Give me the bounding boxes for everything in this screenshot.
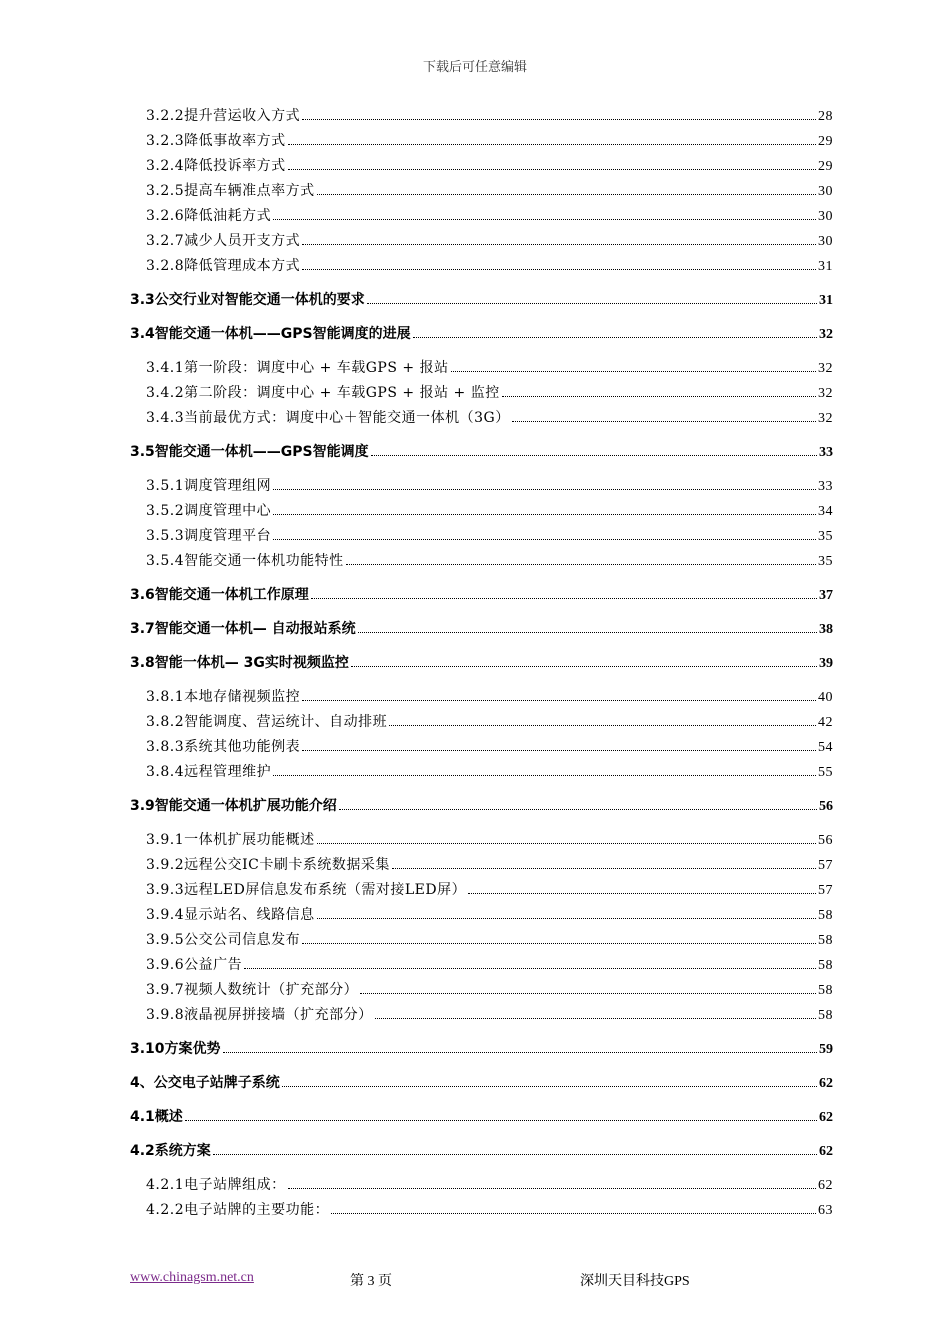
- toc-dot-leader: [317, 918, 816, 919]
- toc-section-entry[interactable]: [130, 1135, 833, 1160]
- toc-dot-leader: [468, 893, 816, 894]
- toc-subsection-entry[interactable]: [130, 1194, 833, 1219]
- toc-subsection-entry[interactable]: [130, 175, 833, 200]
- toc-subsection-entry[interactable]: [130, 706, 833, 731]
- toc-entry-page: 37: [819, 588, 833, 603]
- toc-entry-page: 40: [818, 690, 833, 705]
- toc-entry-title: 3.9.5公交公司信息发布: [146, 932, 301, 948]
- toc-entry-page: 59: [819, 1042, 833, 1057]
- toc-subsection-entry[interactable]: [130, 849, 833, 874]
- toc-section-entry[interactable]: [130, 647, 833, 672]
- toc-entry-title: 3.9.8液晶视屏拼接墙（扩充部分）: [146, 1007, 373, 1023]
- toc-entry-page: 30: [818, 234, 833, 249]
- toc-entry-page: 34: [818, 504, 833, 519]
- toc-entry-page: 31: [819, 293, 833, 308]
- toc-entry-title: 3.3公交行业对智能交通一体机的要求: [130, 292, 365, 308]
- toc-subsection-entry[interactable]: [130, 949, 833, 974]
- toc-entry-page: 62: [819, 1110, 833, 1125]
- toc-entry-title: 3.9.3远程LED屏信息发布系统（需对接LED屏）: [146, 882, 467, 898]
- toc-entry-title: 3.4.3当前最优方式：调度中心＋智能交通一体机（3G）: [146, 410, 510, 426]
- toc-dot-leader: [302, 269, 816, 270]
- toc-subsection-entry[interactable]: [130, 200, 833, 225]
- page-header: 下载后可任意编辑: [422, 60, 527, 75]
- toc-dot-leader: [213, 1154, 817, 1155]
- toc-subsection-entry[interactable]: [130, 225, 833, 250]
- toc-section-entry[interactable]: [130, 284, 833, 309]
- toc-entry-page: 57: [818, 883, 833, 898]
- toc-dot-leader: [331, 1213, 816, 1214]
- toc-entry-title: 3.5.4智能交通一体机功能特性: [146, 553, 344, 569]
- toc-dot-leader: [339, 809, 817, 810]
- toc-entry-page: 30: [818, 184, 833, 199]
- toc-entry-title: 3.2.4降低投诉率方式: [146, 158, 286, 174]
- toc-entry-page: 58: [818, 908, 833, 923]
- toc-entry-page: 31: [818, 259, 833, 274]
- toc-entry-title: 3.7智能交通一体机— 自动报站系统: [130, 621, 356, 637]
- toc-subsection-entry[interactable]: [130, 470, 833, 495]
- toc-section-entry[interactable]: [130, 1067, 833, 1092]
- toc-dot-leader: [413, 337, 817, 338]
- toc-dot-leader: [273, 514, 816, 515]
- toc-entry-page: 62: [819, 1144, 833, 1159]
- toc-entry-title: 3.10方案优势: [130, 1041, 221, 1057]
- toc-entry-page: 62: [818, 1178, 833, 1193]
- toc-entry-page: 28: [818, 109, 833, 124]
- toc-entry-title: 3.9.2远程公交IC卡刷卡系统数据采集: [146, 857, 390, 873]
- toc-entry-page: 54: [818, 740, 833, 755]
- toc-entry-title: 3.4智能交通一体机——GPS智能调度的进展: [130, 326, 411, 342]
- toc-entry-title: 3.4.2第二阶段：调度中心 + 车载GPS + 报站 + 监控: [146, 385, 500, 401]
- toc-entry-page: 29: [818, 134, 833, 149]
- toc-entry-title: 3.8.3系统其他功能例表: [146, 739, 301, 755]
- toc-dot-leader: [273, 775, 816, 776]
- toc-entry-title: 3.9.7视频人数统计（扩充部分）: [146, 982, 359, 998]
- toc-entry-page: 39: [819, 656, 833, 671]
- toc-entry-page: 56: [818, 833, 833, 848]
- toc-subsection-entry[interactable]: [130, 874, 833, 899]
- toc-entry-title: 3.2.3降低事故率方式: [146, 133, 286, 149]
- toc-entry-title: 4.1概述: [130, 1109, 183, 1125]
- toc-entry-page: 62: [819, 1076, 833, 1091]
- toc-subsection-entry[interactable]: [130, 756, 833, 781]
- toc-dot-leader: [288, 169, 816, 170]
- toc-entry-title: 3.5.1调度管理组网: [146, 478, 272, 494]
- toc-dot-leader: [375, 1018, 816, 1019]
- toc-entry-title: 3.6智能交通一体机工作原理: [130, 587, 309, 603]
- toc-dot-leader: [185, 1120, 817, 1121]
- toc-dot-leader: [346, 564, 816, 565]
- toc-entry-title: 4.2.1电子站牌组成：: [146, 1177, 286, 1193]
- toc-entry-title: 4、公交电子站牌子系统: [130, 1075, 280, 1091]
- toc-dot-leader: [360, 993, 816, 994]
- toc-entry-page: 63: [818, 1203, 833, 1218]
- toc-section-entry[interactable]: [130, 613, 833, 638]
- toc-dot-leader: [282, 1086, 817, 1087]
- toc-entry-title: 3.9.1一体机扩展功能概述: [146, 832, 315, 848]
- page-footer: [130, 1270, 830, 1290]
- toc-entry-page: 38: [819, 622, 833, 637]
- toc-entry-page: 57: [818, 858, 833, 873]
- toc-dot-leader: [288, 1188, 816, 1189]
- toc-dot-leader: [223, 1052, 817, 1053]
- toc-subsection-entry[interactable]: [130, 824, 833, 849]
- toc-entry-page: 32: [818, 386, 833, 401]
- toc-entry-title: 4.2.2电子站牌的主要功能：: [146, 1202, 330, 1218]
- toc-entry-page: 58: [818, 958, 833, 973]
- toc-subsection-entry[interactable]: [130, 100, 833, 125]
- toc-entry-title: 3.2.6降低油耗方式: [146, 208, 272, 224]
- footer-page-number: 第 3 页: [350, 1274, 392, 1289]
- toc-entry-page: 55: [818, 765, 833, 780]
- toc-section-entry[interactable]: [130, 1101, 833, 1126]
- toc-section-entry[interactable]: [130, 318, 833, 343]
- toc-dot-leader: [317, 843, 816, 844]
- toc-dot-leader: [302, 750, 816, 751]
- toc-subsection-entry[interactable]: [130, 377, 833, 402]
- toc-entry-page: 42: [818, 715, 833, 730]
- toc-entry-page: 56: [819, 799, 833, 814]
- toc-dot-leader: [288, 144, 816, 145]
- toc-subsection-entry[interactable]: [130, 495, 833, 520]
- toc-dot-leader: [358, 632, 817, 633]
- toc-dot-leader: [302, 943, 816, 944]
- toc-entry-page: 58: [818, 1008, 833, 1023]
- footer-company: 深圳天目科技GPS: [580, 1274, 690, 1289]
- toc-entry-title: 3.5.2调度管理中心: [146, 503, 272, 519]
- toc-dot-leader: [311, 598, 817, 599]
- toc-dot-leader: [371, 455, 817, 456]
- toc-entry-page: 58: [818, 933, 833, 948]
- toc-section-entry[interactable]: [130, 436, 833, 461]
- toc-entry-title: 3.9.6公益广告: [146, 957, 243, 973]
- toc-entry-page: 32: [818, 411, 833, 426]
- footer-link[interactable]: www.chinagsm.net.cn: [130, 1270, 254, 1285]
- toc-entry-page: 32: [818, 361, 833, 376]
- toc-subsection-entry[interactable]: [130, 250, 833, 275]
- toc-section-entry[interactable]: [130, 790, 833, 815]
- toc-entry-title: 3.2.2提升营运收入方式: [146, 108, 301, 124]
- toc-subsection-entry[interactable]: [130, 899, 833, 924]
- toc-entry-title: 3.8.2智能调度、营运统计、自动排班: [146, 714, 388, 730]
- toc-subsection-entry[interactable]: [130, 402, 833, 427]
- toc-subsection-entry[interactable]: [130, 924, 833, 949]
- toc-entry-title: 3.4.1第一阶段：调度中心 + 车载GPS + 报站: [146, 360, 449, 376]
- toc-entry-title: 4.2系统方案: [130, 1143, 211, 1159]
- toc-subsection-entry[interactable]: [130, 545, 833, 570]
- toc-dot-leader: [273, 489, 816, 490]
- toc-entry-page: 33: [819, 445, 833, 460]
- toc-entry-title: 3.2.8降低管理成本方式: [146, 258, 301, 274]
- toc-entry-page: 35: [818, 554, 833, 569]
- toc-dot-leader: [244, 968, 816, 969]
- toc-dot-leader: [302, 244, 816, 245]
- toc-subsection-entry[interactable]: [130, 352, 833, 377]
- toc-entry-title: 3.9.4显示站名、线路信息: [146, 907, 315, 923]
- toc-dot-leader: [302, 700, 816, 701]
- toc-entry-title: 3.8.4远程管理维护: [146, 764, 272, 780]
- toc-dot-leader: [273, 539, 816, 540]
- toc-entry-page: 30: [818, 209, 833, 224]
- toc-subsection-entry[interactable]: [130, 150, 833, 175]
- toc-entry-page: 58: [818, 983, 833, 998]
- toc-dot-leader: [512, 421, 816, 422]
- toc-dot-leader: [502, 396, 816, 397]
- toc-dot-leader: [302, 119, 816, 120]
- toc-entry-title: 3.2.5提高车辆准点率方式: [146, 183, 315, 199]
- toc-subsection-entry[interactable]: [130, 731, 833, 756]
- toc-subsection-entry[interactable]: [130, 1169, 833, 1194]
- table-of-contents: [130, 100, 833, 1219]
- toc-dot-leader: [351, 666, 817, 667]
- toc-subsection-entry[interactable]: [130, 974, 833, 999]
- toc-entry-title: 3.8.1本地存储视频监控: [146, 689, 301, 705]
- toc-dot-leader: [273, 219, 816, 220]
- toc-section-entry[interactable]: [130, 579, 833, 604]
- toc-subsection-entry[interactable]: [130, 520, 833, 545]
- toc-entry-title: 3.8智能一体机— 3G实时视频监控: [130, 655, 349, 671]
- toc-subsection-entry[interactable]: [130, 681, 833, 706]
- toc-dot-leader: [451, 371, 816, 372]
- toc-subsection-entry[interactable]: [130, 125, 833, 150]
- toc-dot-leader: [317, 194, 816, 195]
- toc-entry-title: 3.5智能交通一体机——GPS智能调度: [130, 444, 369, 460]
- toc-dot-leader: [367, 303, 817, 304]
- toc-entry-page: 32: [819, 327, 833, 342]
- toc-dot-leader: [389, 725, 816, 726]
- toc-entry-title: 3.5.3调度管理平台: [146, 528, 272, 544]
- toc-entry-title: 3.2.7减少人员开支方式: [146, 233, 301, 249]
- toc-entry-page: 35: [818, 529, 833, 544]
- toc-entry-title: 3.9智能交通一体机扩展功能介绍: [130, 798, 337, 814]
- toc-subsection-entry[interactable]: [130, 999, 833, 1024]
- toc-section-entry[interactable]: [130, 1033, 833, 1058]
- toc-dot-leader: [392, 868, 816, 869]
- toc-entry-page: 33: [818, 479, 833, 494]
- toc-entry-page: 29: [818, 159, 833, 174]
